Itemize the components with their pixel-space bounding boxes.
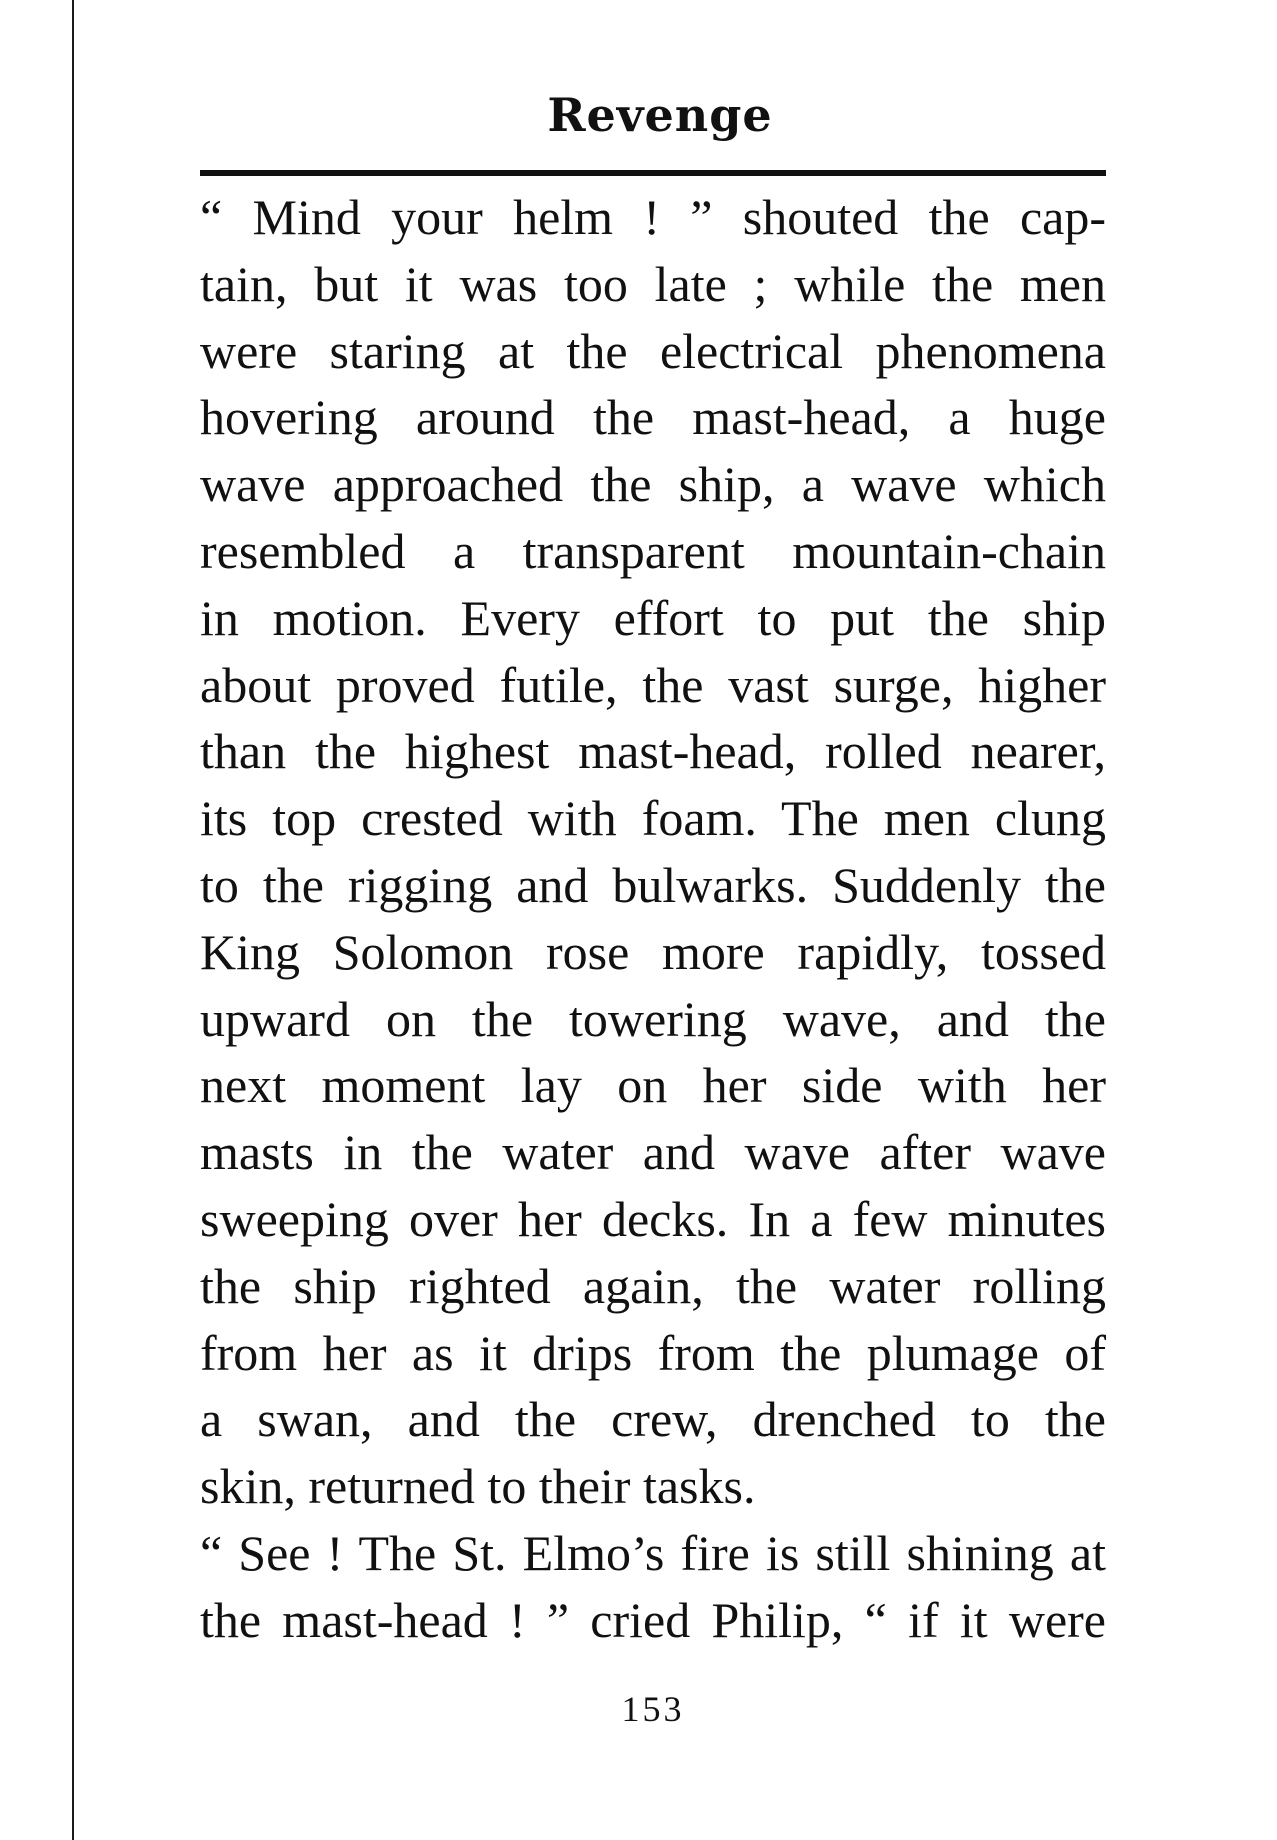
text-line: “ See ! The St. Elmo’s fire is still shining at	[200, 1524, 1106, 1581]
text-line: its top crested with foam. The men clung	[200, 790, 1106, 847]
text-line: upward on the towering wave, and the	[200, 990, 1106, 1047]
page-number: 153	[621, 1689, 685, 1729]
text-line: next moment lay on her side with her	[200, 1057, 1106, 1114]
text-line: hovering around the mast-head, a huge	[200, 389, 1106, 446]
text-line: from her as it drips from the plumage of	[200, 1324, 1106, 1381]
text-line: than the highest mast-head, rolled nearer,	[200, 723, 1106, 780]
text-line: tain, but it was too late ; while the men	[200, 255, 1106, 312]
text-line: skin, returned to their tasks.	[200, 1458, 756, 1515]
header-rule	[200, 170, 1106, 176]
text-line: in motion. Every effort to put the ship	[200, 589, 1106, 646]
text-line: the mast-head ! ” cried Philip, “ if it were	[200, 1591, 1106, 1648]
text-line: masts in the water and wave after wave	[200, 1124, 1106, 1181]
text-line: about proved futile, the vast surge, higher	[200, 656, 1106, 713]
binding-edge-line	[72, 0, 74, 1840]
body-text	[200, 184, 1106, 1654]
text-line: the ship righted again, the water rolling	[200, 1257, 1106, 1314]
text-line: sweeping over her decks. In a few minutes	[200, 1190, 1106, 1247]
text-line: to the rigging and bulwarks. Suddenly the	[200, 856, 1106, 913]
text-line: “ Mind your helm ! ” shouted the cap-	[200, 189, 1106, 245]
text-line: King Solomon rose more rapidly, tossed	[200, 923, 1106, 980]
text-line: resembled a transparent mountain-chain	[200, 522, 1106, 579]
text-line: were staring at the electrical phenomena	[200, 322, 1106, 379]
running-head: Revenge	[547, 88, 773, 142]
text-line: a swan, and the crew, drenched to the	[200, 1391, 1106, 1448]
text-line: wave approached the ship, a wave which	[200, 456, 1106, 513]
